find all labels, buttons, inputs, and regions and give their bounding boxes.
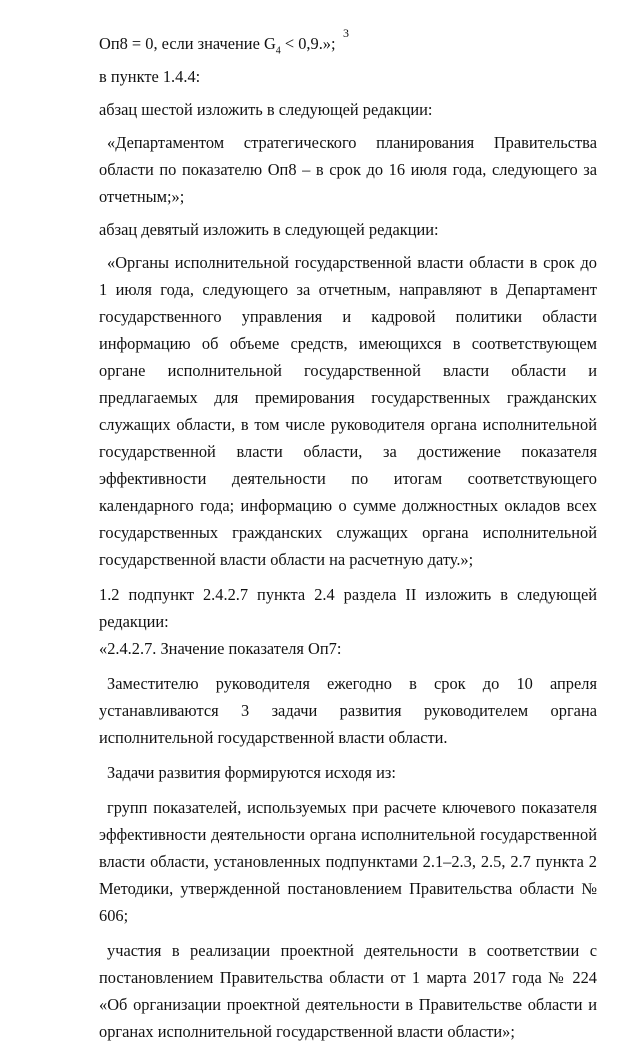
paragraph-abzac-6-intro: абзац шестой изложить в следующей редакции:	[99, 100, 433, 119]
paragraph-item-1-4-4: в пункте 1.4.4:	[99, 67, 201, 86]
paragraph-abzac-9-text: «Органы исполнительной государственной власти области в срок до 1 июля года, следующего за отчетным, направляют в Департамент государственного управления и кадровой политики области информацию об объеме средств, имеющихся в соответствующем органе исполнительной государственной власти области и предлагаемых для премирования государственных гражданских служащих области, в том числе руководителя органа исполнительной государственной власти области, за достижение показателя эффективности деятельности по итогам соответствующего календарного года; информацию о сумме должностных окладов всех государственных гражданских служащих органа исполнительной государственной власти области на расчетную дату.»;	[99, 253, 597, 569]
paragraph-abzac-9-intro: абзац девятый изложить в следующей редакции:	[99, 220, 439, 239]
paragraph-abzac-6-text: «Департаментом стратегического планирования Правительства области по показателю Оп8 – в срок до 16 июля года, следующего за отчетным;»;	[99, 133, 597, 206]
paragraph-indicator-groups: групп показателей, используемых при расчете ключевого показателя эффективности деятельности органа исполнительной государственной власти области, установленных подпунктами 2.1–2.3, 2.5, 2.7 пункта 2 Методики, утвержденной постановлением Правительства области № 606;	[99, 798, 597, 925]
paragraph-formula: Оп8 = 0, если значение $G_4 < 0,9$.»;	[99, 34, 336, 57]
paragraph-deputy-tasks: Заместителю руководителя ежегодно в срок до 10 апреля устанавливаются 3 задачи развития руководителем органа исполнительной государственной власти области.	[99, 674, 597, 747]
paragraph-indicator-op7: «2.4.2.7. Значение показателя Оп7:	[99, 639, 342, 658]
page-number: 3	[343, 26, 349, 40]
paragraph-project-activity: участия в реализации проектной деятельности в соответствии с постановлением Правительства области от 1 марта 2017 года № 224 «Об организации проектной деятельности в Правительстве области и органах исполнительной государственной власти области»;	[99, 941, 597, 1041]
document-body	[99, 30, 597, 1045]
paragraph-tasks-basis: Задачи развития формируются исходя из:	[107, 763, 396, 782]
paragraph-subpoint-1-2: 1.2 подпункт 2.4.2.7 пункта 2.4 раздела II изложить в следующей редакции:	[99, 585, 597, 631]
